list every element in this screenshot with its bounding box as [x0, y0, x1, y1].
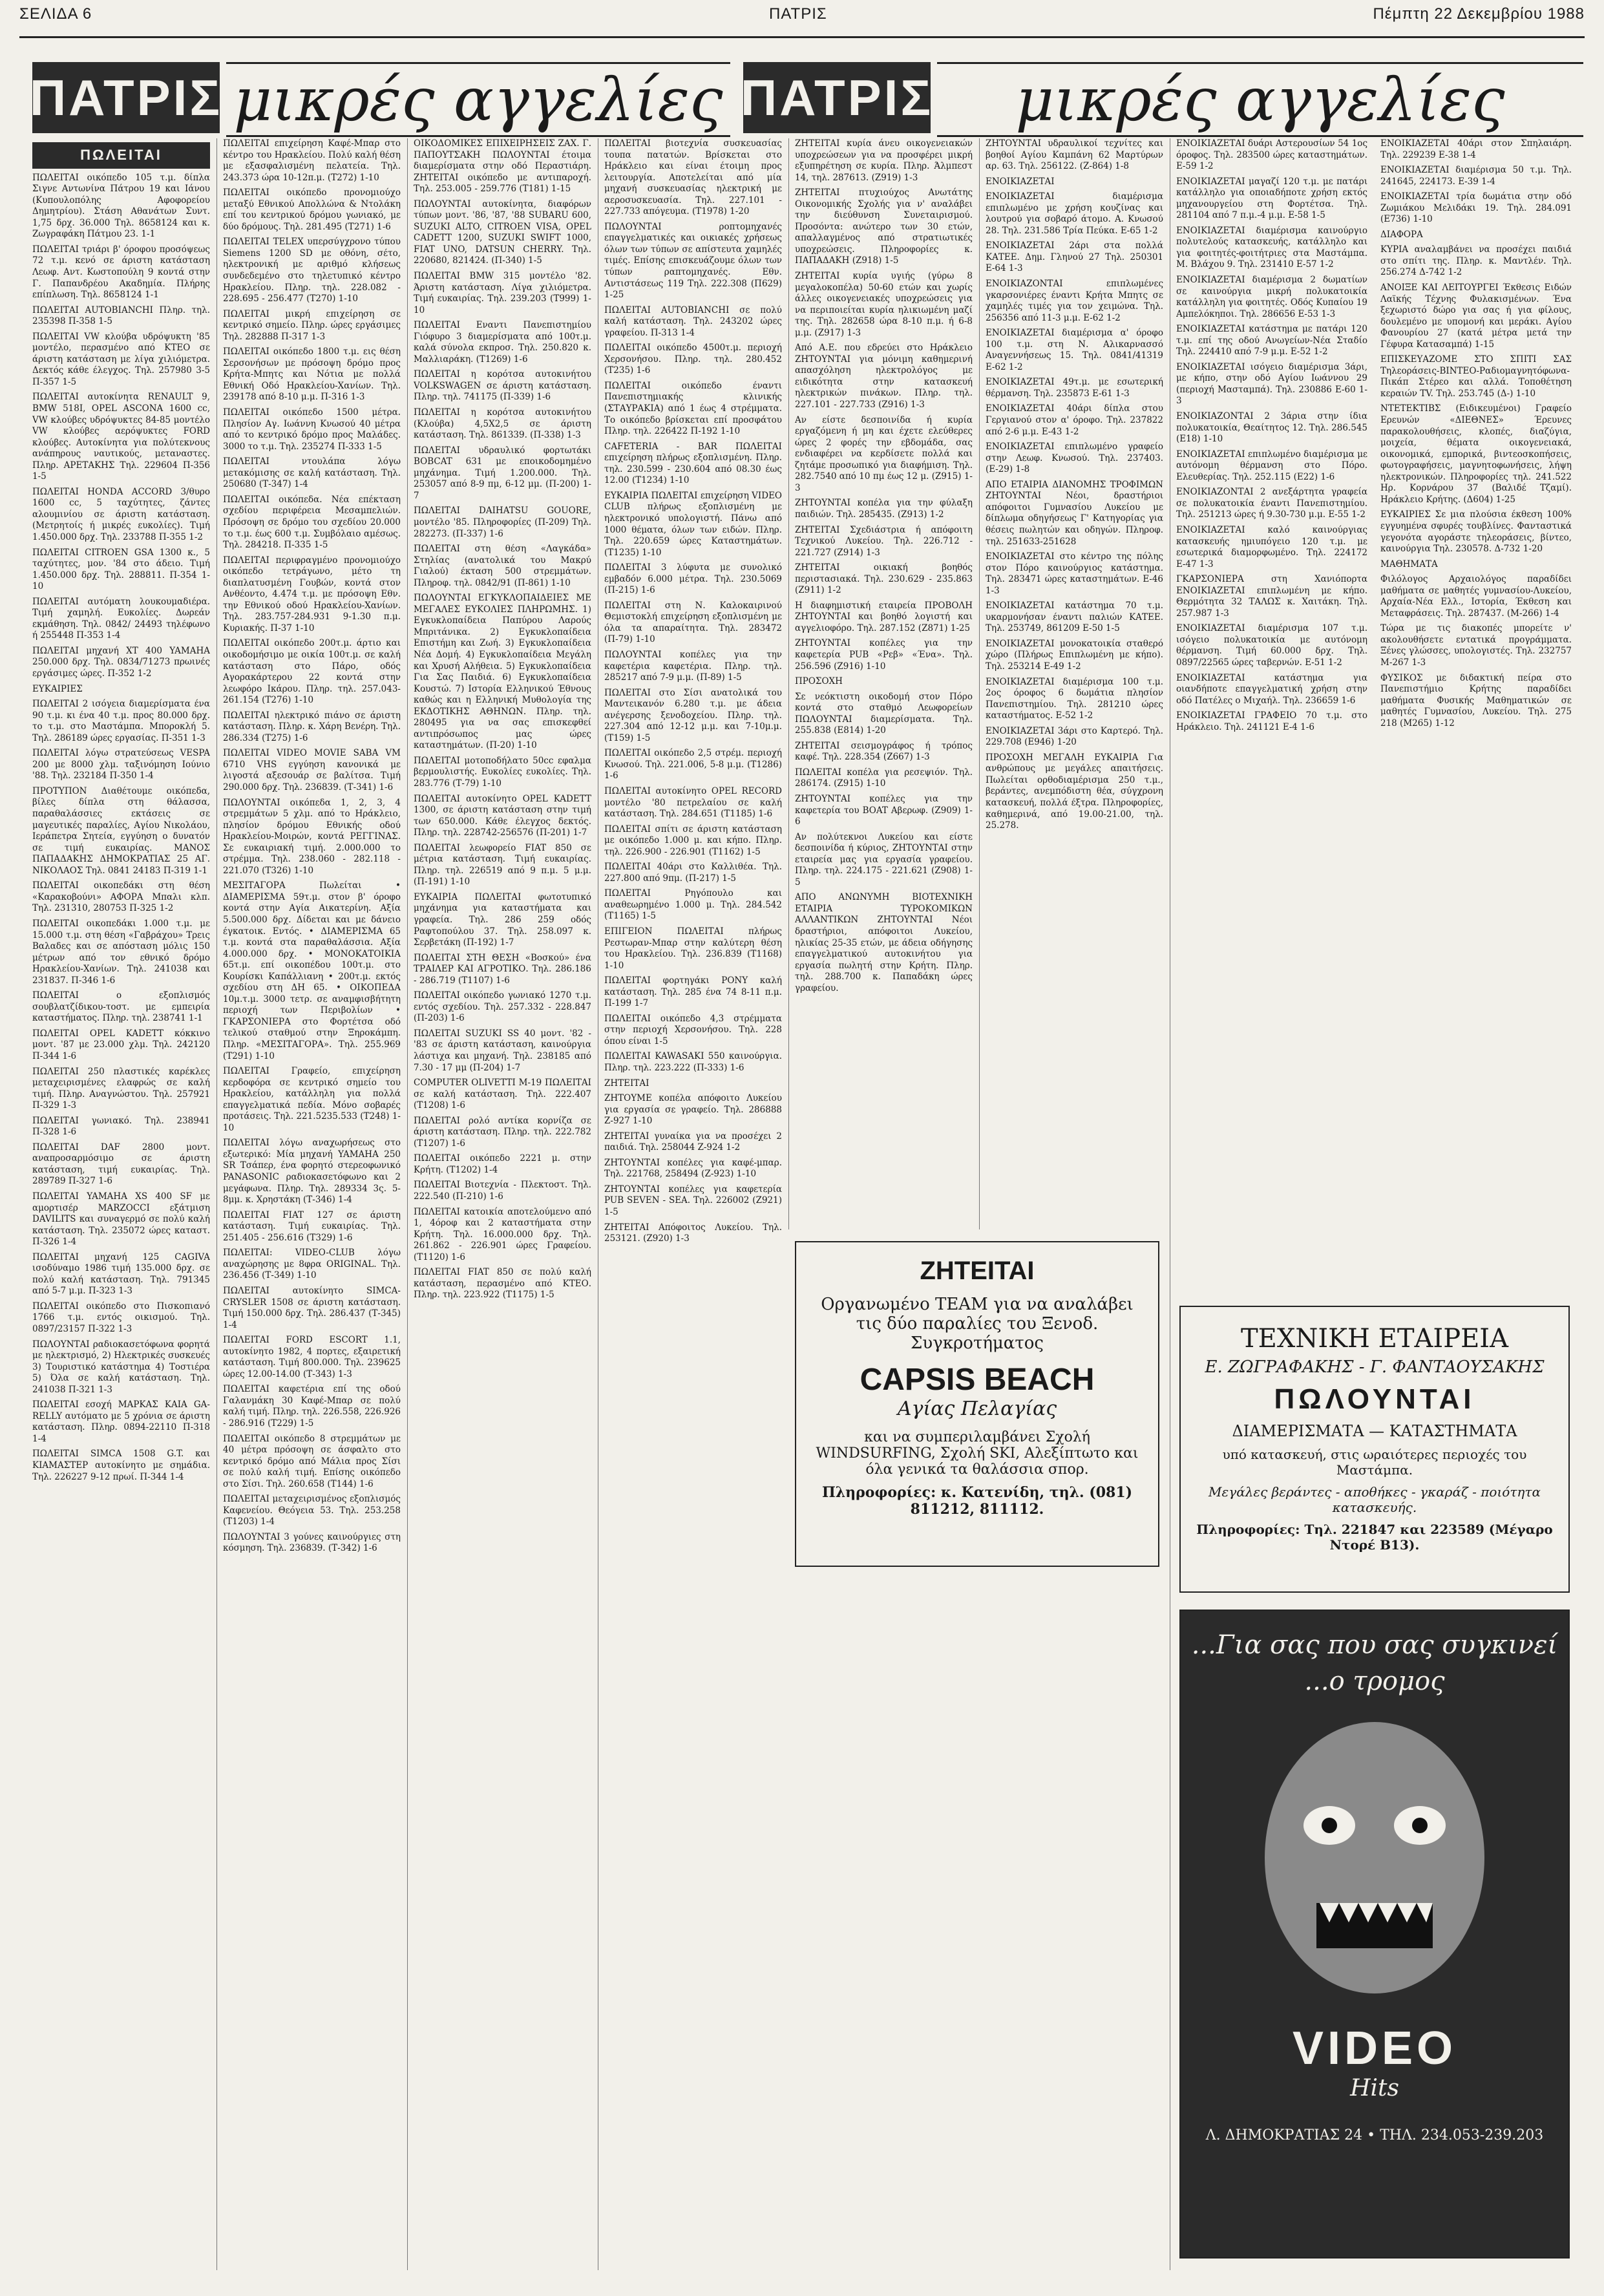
classified-ad: ΖΗΤΕΙΤΑΙ Σχεδιάστρια ή απόφοιτη Τεχνικού Λυκείου. Τηλ. 226.712 - 221.727 (Ζ914) 1-3	[795, 524, 973, 558]
classified-ad: ΠΩΛΕΙΤΑΙ αυτοκίνητα RENAULT 9, BMW 518I, OPEL ASCONA 1600 cc, VW κλούβες υδρόψυκτες 84-85 μοντέλο VW κλούβες αερόψυκτες FORD κλούβες. Αυτοκίνητα για πολύτεκνους ανάπηρους ναυτικούς, μεταναστες. Πληρ. ΑΡΕΤΑΚΗΣ Τηλ. 229604 Π-356 1-5	[32, 392, 210, 482]
classified-ad: ΖΗΤΕΙΤΑΙ πτυχιούχος Ανωτάτης Οικονομικής Σχολής για ν' αναλάβει την διεύθυνση Συνεταιρισμού. Προσόντα: ανώτερο των 30 ετών, απαλλαγμένος από στρατιωτικές υποχρεώσεις. Πληροφορίες κ. ΠΑΠΑΔΑΚΗ (Ζ918) 1-5	[795, 187, 973, 266]
classified-ad: ΠΩΛΕΙΤΑΙ φορτηγάκι PONY καλή κατάσταση. Τηλ. 285 ένα 74 8-11 π.μ. Π-199 1-7	[604, 975, 782, 1009]
classified-ad: ΠΩΛΕΙΤΑΙ CITROEN GSA 1300 κ., 5 ταχύτητες, μον. '84 στο άδειο. Τιμή 1.450.000 δρχ. Τηλ. 288811. Π-354 1-10	[32, 547, 210, 592]
classified-ad: CAFETERIA - BAR ΠΩΛΕΙΤΑΙ επιχείρηση πλήρως εξοπλισμένη. Πληρ. τηλ. 230.599 - 230.604 από 08.30 έως 12.00 (Τ1234) 1-10	[604, 441, 782, 486]
classified-ad: ΕΝΟΙΚΙΑΖΕΤΑΙ 49τ.μ. με εσωτερική θέρμανση. Τηλ. 235873 Ε-61 1-3	[986, 377, 1163, 399]
classified-ad: ΕΝΟΙΚΙΑΖΕΤΑΙ 40άρι στον Σπηλαιάρη. Τηλ. 229239 Ε-38 1-4	[1380, 138, 1572, 160]
classified-ad: ΠΩΛΕΙΤΑΙ VIDEO MOVIE SABA VM 6710 VHS εγγύηση κανονικά με λιγοστά αξεσουάρ σε βαλίτσα. Τιμή 290.000 δρχ. Τηλ. 236839. (Τ-341) 1-6	[223, 748, 401, 792]
classified-ad: ΕΝΟΙΚΙΑΖΕΤΑΙ ΓΡΑΦΕΙΟ 70 τ.μ. στο Ηράκλειο. Τηλ. 241121 Ε-4 1-6	[1176, 710, 1367, 732]
classified-ad: ΠΩΛΕΙΤΑΙ DAF 2800 μοντ. αναπροσαρμόσιμο σε άριστη κατάσταση, τιμή ευκαιρίας. Τηλ. 289789 Π-327 1-6	[32, 1142, 210, 1187]
ads-list	[795, 138, 973, 994]
classified-ad: ΠΩΛΕΙΤΑΙ η κορότσα αυτοκινήτου VOLKSWAGEN σε άριστη κατάσταση. Πληρ. τηλ. 741175 (Π-339) 1-6	[414, 369, 591, 403]
issue-date: Πέμπτη 22 Δεκεμβρίου 1988	[1373, 5, 1585, 23]
column-3	[414, 138, 591, 2270]
column-divider	[216, 138, 217, 2270]
classified-ad: ΠΩΛΕΙΤΑΙ οικόπεδο 1500 μέτρα. Πλησίον Αγ. Ιωάννη Κνωσού 40 μέτρα από το κεντρικό δρόμο προς Μαλάδες. 3000 το τ.μ. Τηλ. 235274 Π-333 1-5	[223, 407, 401, 452]
section-head-poleitai: ΠΩΛΕΙΤΑΙ	[32, 142, 210, 169]
classified-ad: ΠΩΛΕΙΤΑΙ οικόπεδο προνομιούχο μεταξύ Εθνικού Απολλώνα & Ντολάκη επί του κεντρικού δρόμου γωνιακό, με δύο δρόμους. Τηλ. 281.495 (Τ271) 1-6	[223, 187, 401, 232]
classified-ad: ΕΝΟΙΚΙΑΖΕΤΑΙ διαμέρισμα 107 τ.μ. ισόγειο πολυκατοικία με αυτόνομη θέρμανση. Τιμή 60.000 δρχ. Τηλ. 0897/22565 ώρες ταβερνών. Ε-51 1-2	[1176, 623, 1367, 668]
classified-ad: ΠΩΛΕΙΤΑΙ μεταχειρισμένος εξοπλισμός Καφενείου. Θεόγεια 53. Τηλ. 253.258 (Τ1203) 1-4	[223, 1494, 401, 1527]
classified-ad: ΖΗΤΕΙΤΑΙ Απόφοιτος Λυκείου. Τηλ. 253121. (Ζ920) 1-3	[604, 1222, 782, 1244]
classified-ad: ΕΥΚΑΙΡΙΑ ΠΩΛΕΙΤΑΙ επιχείρηση VIDEO CLUB πλήρως εξοπλισμένη με ηλεκτρονικό υπολογιστή. Πάνω από 1000 θέματα, όλων των ειδών. Πληρ. Τηλ. 220.659 ώρες Καταστημάτων. (Τ1235) 1-10	[604, 490, 782, 558]
classified-ad: ΠΩΛΕΙΤΑΙ οικόπεδο 105 τ.μ. δίπλα Σιγνε Αντωνίνα Πάτρου 19 και Ιάνου (Κυπουλοπόλης Αφοφορείου Δημητρίου). Στάση Αθανάτων Συντ. 1,75 δρχ. 36.000 Τηλ. 8658124 και κ. Ζωγραφάκη Πάτμου 23. 1-1	[32, 172, 210, 240]
classified-ad: ΠΩΛΕΙΤΑΙ: VIDEO-CLUB λόγω αναχώρησης με 8φρα ORIGINAL. Τηλ. 236.456 (Τ-349) 1-10	[223, 1248, 401, 1281]
classified-ad: ΠΩΛΟΥΝΤΑΙ οικόπεδα 1, 2, 3, 4 στρεμμάτων 5 χλμ. από το Ηράκλειο, πλησίον δρόμου Εθνικής οδού Ηρακλείου-Μοιρών, κοντά ΡΕΓΓΙΝΑΣ. Σε ευκαιριακή τιμή. 2.000.000 το στρέμμα. Τηλ. 238.060 - 282.118 - 221.070 (Τ326) 1-10	[223, 797, 401, 876]
classified-ad: ΠΩΛΕΙΤΑΙ οικόπεδο γωνιακό 1270 τ.μ. εντός σχεδίου. Τηλ. 257.332 - 228.847 (Π-203) 1-6	[414, 990, 591, 1024]
classified-ad: ΠΩΛΕΙΤΑΙ κατοικία αποτελούμενο από 1, 4όροφ και 2 καταστήματα στην Κρήτη. Τηλ. 16.000.000 δρχ. Τηλ. 261.862 - 226.901 ώρες Γραφείου. (Τ1120) 1-6	[414, 1206, 591, 1262]
classified-ad: Τώρα με τις διακοπές μπορείτε ν' ακολουθήσετε εντατικά προγράμματα. Ξένες γλώσσες, υπολογιστές. Τηλ. 232757 Μ-267 1-3	[1380, 623, 1572, 668]
classified-ad: ΠΩΛΕΙΤΑΙ SIMCA 1508 G.T. και ΚΙΑΜΑΣΤΕΡ αυτοκίνητο με σημάδια. Τηλ. 226227 9-12 πρωί. Π-344 1-4	[32, 1449, 210, 1482]
classified-ad: ΠΩΛΕΙΤΑΙ οικόπεδο 8 στρεμμάτων με 40 μέτρα πρόσοψη σε άσφαλτο στο κεντρικό δρόμο από Μάλια προς Σίσι σε πολύ καλή τιμή. Επίσης οικόπεδο στο Σίσι. Τηλ. 260.658 (Τ144) 1-6	[223, 1433, 401, 1489]
ads-list	[223, 138, 401, 1555]
brand-logo-right: ΠΑΤΡΙΣ	[743, 62, 931, 133]
classified-ad: ΖΗΤΟΥΝΤΑΙ κοπέλες για την καφετερία του BOAT Αβερωφ. (Ζ909) 1-6	[795, 793, 973, 827]
classified-ad: ΕΝΟΙΚΙΑΖΕΤΑΙ δυάρι Αστερουσίων 54 1ος όροφος. Τηλ. 283500 ώρες καταστημάτων. Ε-59 1-2	[1176, 138, 1367, 172]
classified-ad: ΠΩΛΟΥΝΤΑΙ κοπέλες για την καφετέρια καφετέρια. Πληρ. τηλ. 285217 από 7-9 μ.μ. (Π-89) 1-5	[604, 649, 782, 683]
classified-ad: ΠΩΛΕΙΤΑΙ αυτόματη λουκουμαδιέρα. Τιμή χαμηλή. Ευκολίες. Δωρεάν εκμάθηση. Τηλ. 0842/ 24493 τηλέφωνο ή 255448 Π-353 1-4	[32, 596, 210, 641]
classified-ad: Από Α.Ε. που εδρεύει στο Ηράκλειο ΖΗΤΟΥΝΤΑΙ για μόνιμη καθημερινή απασχόληση ηλεκτρολόγος με ειδικότητα στην κατασκευή ηλεκτρικών πινάκων. Πληρ. τηλ. 227.101 - 227.733 (Ζ916) 1-3	[795, 343, 973, 410]
classified-ad: ΠΩΛΕΙΤΑΙ 40άρι στο Καλλιθέα. Τηλ. 227.800 από 9πμ. (Π-217) 1-5	[604, 862, 782, 884]
classified-ad: ΠΩΛΕΙΤΑΙ αυτοκίνητο OPEL RECORD μοντέλο '80 πετρελαίου σε καλή κατάσταση. Τηλ. 284.651 (Τ1185) 1-6	[604, 785, 782, 820]
column-2	[223, 138, 401, 2270]
classified-ad: ΠΩΛΕΙΤΑΙ λεωφορείο FIAT 850 σε μέτρια κατάσταση. Τιμή ευκαιρίας. Πληρ. τηλ. 226519 από 9 π.μ. 5 μ.μ. (Π-191) 1-10	[414, 842, 591, 888]
classified-ad: ΠΩΛΕΙΤΑΙ BMW 315 μοντέλο '82. Άριστη κατάσταση. Λίγα χιλιόμετρα. Τιμή ευκαιρίας. Τηλ. 239.203 (Τ999) 1-10	[414, 271, 591, 315]
classified-ad: ΕΥΚΑΙΡΙΕΣ Σε μια πλούσια έκθεση 100% εγγυημένα σφυρές τουβλίνες. Φανταστικά γεγονότα αγοράστε τηλεοράσεις, βίντεο, καινούργια Τηλ. 230578. Δ-732 1-20	[1380, 509, 1572, 555]
classified-ad: ΖΗΤΟΥΝΤΑΙ κοπέλες για καφέ-μπαρ. Τηλ. 221768, 258494 (Ζ-923) 1-10	[604, 1157, 782, 1180]
classified-ad: ΝΤΕΤΕΚΤΙΒΣ (Ειδικευμένοι) Γραφείο Ερευνών «ΔΙΕΘΝΕΣ» Έρευνες παρακολουθήσεις, κλοπές, διαζύγια, μοιχεία, θέματα οικογενειακά, οικονομικά, εμπορικά, βιντεοσκοπήσεις, φωτογραφήσεις, μαγνητοφωνήσεις, λήψη ηλεκτρονικών. Πληροφορίες τηλ. 241.522 Ηρ. Κορνάρου 37 (Βαλιδέ Τζαμί). Ηράκλειο Κρήτης. (Δ604) 1-25	[1380, 403, 1572, 505]
capsis-beach-ad: ΖΗΤΕΙΤΑΙ Οργανωμένο TEAM για να αναλάβει τις δύο παραλίες του Ξενοδ. Συγκροτήματος CAPSIS BEACH Αγίας Πελαγίας και να συμπεριλαμβάνει Σχολή WINDSURFING, Σχολή SKI, Αλεξίπτωτο και όλα γενικά τα θαλάσσια σπορ. Πληροφορίες: κ. Κατενίδη, τηλ. (081) 811212, 811112.	[795, 1241, 1159, 1567]
classified-ad: ΠΩΛΕΙΤΑΙ ηλεκτρικό πιάνο σε άριστη κατάσταση. Πληρ. κ. Χάρη Βενέρη. Τηλ. 286.334 (Τ275) 1-6	[223, 710, 401, 743]
classified-ad: ΖΗΤΕΙΤΑΙ γυναίκα για να προσέχει 2 παιδιά. Τηλ. 258044 Ζ-924 1-2	[604, 1131, 782, 1153]
classified-ad: ΖΗΤΟΥΝΤΑΙ κοπέλες για την καφετερία PUB «Ρεβ» «Ένα». Τηλ. 256.596 (Ζ916) 1-10	[795, 638, 973, 672]
header-rule	[19, 36, 1585, 38]
classified-ad: ΠΩΛΕΙΤΑΙ Εναντι Πανεπιστημίου Γιόφυρο 3 διαμερίσματα από 100τ.μ. καλά σύνολα εκπροσ. Τηλ. 250.820 κ. Μαλλιαράκη. (Τ1269) 1-6	[414, 320, 591, 365]
classified-ad: ΠΩΛΕΙΤΑΙ ρολό αντίκα κορνίζα σε άριστη κατάσταση. Πληρ. τηλ. 222.782 (Τ1207) 1-6	[414, 1115, 591, 1149]
classified-ad: ΕΝΟΙΚΙΑΖΟΝΤΑΙ επιπλωμένες γκαρσονιέρες έναντι Κρήτα Μπητς σε χαμηλές τιμές για τον χειμώνα. Τηλ. 256356 από 11-3 μ.μ. Ε-62 1-2	[986, 279, 1163, 323]
classified-ad: ΠΩΛΕΙΤΑΙ Ρηγόπουλο και αναθεωρημένο 1.000 μ. Τηλ. 284.542 (Τ1165) 1-5	[604, 888, 782, 922]
classified-ad: ΠΩΛΕΙΤΑΙ οικόπεδο 2221 μ. στην Κρήτη. (Τ1202) 1-4	[414, 1153, 591, 1175]
classified-ad: ΠΩΛΕΙΤΑΙ FIAT 850 σε πολύ καλή κατάσταση, περασμένο από ΚΤΕΟ. Πληρ. τηλ. 223.922 (Τ1175) 1-5	[414, 1267, 591, 1301]
classified-ad: ΕΝΟΙΚΙΑΖΕΤΑΙ κατάστημα 70 τ.μ. υκαρμονήσαν έναντι παλιών ΚΑΤΕΕ. Τηλ. 253749, 861209 Ε-50 1-5	[986, 601, 1163, 634]
classified-ad: ΕΝΟΙΚΙΑΖΕΤΑΙ κατάστημα με πατάρι 120 τ.μ. επί της οδού Ανωγείων-Νέα Σταδίο Τηλ. 224410 από 7-9 μ.μ. Ε-52 1-2	[1176, 324, 1367, 357]
classified-ad: ΕΝΟΙΚΙΑΖΟΝΤΑΙ 2 3άρια στην ίδια πολυκατοικία, Θεαίτητος 12. Τηλ. 286.545 (Ε18) 1-10	[1176, 411, 1367, 445]
classified-ad: ΠΩΛΕΙΤΑΙ τριάρι β' όροφου προσόψεως 72 τ.μ. κενό σε άριστη κατάσταση Λεωφ. Αντ. Κωστοπούλη 9 κοντά στην Γ. Παπανδρέου Ακαδημία. Πλήρης επίπλωση. Τηλ. 8658124 1-1	[32, 244, 210, 301]
ads-list	[604, 138, 782, 1245]
classified-ad: ΠΩΛΕΙΤΑΙ μοτοποδήλατο 50cc εφαλμα βερμουλιστής. Ευκολίες ευκολίες. Τηλ. 283.776 (Τ-79) 1-10	[414, 755, 591, 789]
classified-ad: ΠΩΛΕΙΤΑΙ SUZUKI SS 40 μοντ. '82 - '83 σε άριστη κατάσταση, καινούργια λάστιχα και μηχανή. Τηλ. 238185 από 7.30 - 17 μμ (Π-204) 1-7	[414, 1028, 591, 1073]
classified-ad: Αν είστε δεσποινίδα ή κυρία εργαζόμενη ή μη και έχετε ελεύθερες ώρες 2 φορές την εβδομάδα, σας ενδιαφέρει να κερδίσετε πολλά και ζητάμε προσωπικό για διαφήμιση. Τηλ. 282.7540 από 10 πμ έως 12 μ. (Ζ915) 1-3	[795, 414, 973, 493]
section-title-left: μικρές αγγελίες	[226, 62, 730, 137]
classified-ad: ΠΩΛΕΙΤΑΙ σπίτι σε άριστη κατάσταση με οικόπεδο 1.000 μ. και κήπο. Πληρ. τηλ. 226.900 - 226.901 (Τ1162) 1-5	[604, 824, 782, 857]
ads-list	[1176, 138, 1572, 1302]
classified-ad: ΠΩΛΕΙΤΑΙ καφετέρια επί της οδού Γαλανμάκη 30 Καφέ-Μπαρ σε πολύ καλή τιμή. Πληρ. τηλ. 226.558, 226.926 - 286.916 (Τ229) 1-5	[223, 1384, 401, 1429]
classified-ad: ΠΩΛΟΥΝΤΑΙ 3 γούνες καινούργιες στη κόσμηση. Τηλ. 236839. (Τ-342) 1-6	[223, 1531, 401, 1554]
classified-ad: ΕΝΟΙΚΙΑΖΕΤΑΙ μονοκατοικία σταθερό χώρο (Πλήρως Επιπλωμένη με κήπο). Τηλ. 253214 Ε-49 1-2	[986, 638, 1163, 672]
classified-ad: ΕΝΟΙΚΙΑΖΕΤΑΙ στο κέντρο της πόλης στον Πόρο καινούργιος κατάστημα. Τηλ. 283471 ώρες καταστημάτων. Ε-46 1-3	[986, 551, 1163, 596]
classified-ad: ΕΝΟΙΚΙΑΖΕΤΑΙ διαμέρισμα καινούργιο πολυτελούς κατασκευής, κατάλληλο και για φοιτητές-φοιτήτριες στα Μαστάμπα. Μ. Βλάχου 9. Τηλ. 231410 Ε-57 1-2	[1176, 225, 1367, 270]
classified-ad: ΕΝΟΙΚΙΑΖΕΤΑΙ	[986, 176, 1055, 187]
ads-list	[32, 173, 210, 1483]
classified-ad: ΠΩΛΕΙΤΑΙ οικόπεδο 2,5 στρέμ. περιοχή Κνωσού. Τηλ. 221.006, 5-8 μ.μ. (Τ1286) 1-6	[604, 748, 782, 781]
classified-ad: ΖΗΤΟΥΜΕ κοπέλα απόφοιτο Λυκείου για εργασία σε γραφείο. Τηλ. 286888 Ζ-927 1-10	[604, 1093, 782, 1127]
classified-ad: ΠΡΟΣΟΧΗ ΜΕΓΑΛΗ ΕΥΚΑΙΡΙΑ Για ανθρώπους με μεγάλες απαιτήσεις. Πωλείται ορθοδιαμέρισμα 250 τ.μ., βεράντες, ανεμπόδιστη θέα, σύγχρονη κατασκευή, πολλά έξτρα. Πληροφορίες, καθημερινά, από 19.00-21.00, τηλ. 25.278.	[986, 752, 1163, 831]
classified-ad: ΠΩΛΕΙΤΑΙ στο Σίσι ανατολικά του Μαντεικανόν 6.280 τ.μ. με άδεια ανέγερσης ξενοδοχείου. Πληρ. τηλ. 227.304 από 12-12 μ.μ. και 7-10μ.μ. (Τ159) 1-5	[604, 687, 782, 743]
classified-ad: ΠΩΛΕΙΤΑΙ εσοχή ΜΑΡΚΑΣ ΚΑΙΑ GA-RELLY αυτόματο με 5 χρόνια σε άριστη κατάσταση. Πληρ. 0894-22110 Π-318 1-4	[32, 1399, 210, 1444]
classified-ad: ΕΝΟΙΚΙΑΖΕΤΑΙ ισόγειο διαμέρισμα 3άρι, με κήπο, στην οδό Αγίου Ιωάννου 29 (περιοχή Μασταμπά). Τηλ. 230886 Ε-60 1-3	[1176, 361, 1367, 407]
classified-ad: ΜΕΣΙΤΑΓΟΡΑ Πωλείται • ΔΙΑΜΕΡΙΣΜΑ 59τ.μ. στον β' όροφο κοντά στην Αγία Αικατερίνη. Αξία 5.500.000 δρχ. Δίδεται και με δάνειο έγκατοικ. Εντός. • ΔΙΑΜΕΡΙΣΜΑ 65 τ.μ. κοντά στα παραθαλάσσια. Αξία 4.000.000 δρχ. • ΜΟΝΟΚΑΤΟΙΚΙΑ 65τ.μ. επί οικοπέδου 100τ.μ. στο Κουρίσκι Καπάλλιανη • 200τ.μ. εκτός σχεδίου στη ΔΗ 65. • ΟΙΚΟΠΕΔΑ 10μ.τ.μ. 3000 τετρ. σε αναμφισβήτητη περιοχή των Περιβολίων • ΓΚΑΡΣΟΝΙΕΡΑ στο Φορτέτσα οδό τελικού σταθμού στην Ξηροκάμπη. Πληρ. «ΜΕΣΙΤΑΓΟΡΑ». Τηλ. 255.969 (Τ291) 1-10	[223, 880, 401, 1061]
classified-ad: ΕΝΟΙΚΙΑΖΕΤΑΙ επιπλωμένο γραφείο στην Λεωφ. Κνωσού. Τηλ. 237403. (Ε-29) 1-8	[986, 441, 1163, 475]
classified-ad: ΠΩΛΕΙΤΑΙ 250 πλαστικές καρέκλες μεταχειρισμένες ελαφρώς σε καλή τιμή. Πληρ. Αναγνώστου. Τηλ. 257921 Π-329 1-3	[32, 1066, 210, 1111]
classified-ad: ΕΝΟΙΚΙΑΖΕΤΑΙ κατάστημα για οιανδήποτε επαγγελματική χρήση στην οδό Πατέλες ο Μιχαήλ. Τηλ. 236659 1-6	[1176, 672, 1367, 706]
classified-ad: ΠΡΟΤΥΠΟΝ Διαθέτουμε οικόπεδα, βίλες δίπλα στη θάλασσα, παραθαλάσσιες εκτάσεις σε μαγευτικές παραλίες, Αγίου Νικολάου, Ιεράπετρα Σητεία, εγγύηση ο δυνατόν σε τιμή ευκαιρίας. ΜΑΝΟΣ ΠΑΠΑΔΑΚΗΣ ΔΗΜΟΚΡΑΤΙΑΣ 25 ΑΓ. ΝΙΚΟΛΑΟΣ Τηλ. 0841 24183 Π-319 1-1	[32, 785, 210, 876]
classified-ad: ΠΩΛΟΥΝΤΑΙ ΕΓΚΥΚΛΟΠΑΙΔΕΙΕΣ ΜΕ ΜΕΓΑΛΕΣ ΕΥΚΟΛΙΕΣ ΠΛΗΡΩΜΗΣ. 1) Εγκυκλοπαίδεια Παπύρου Λαρούς Μπριτάνικα. 2) Εγκυκλοπαίδεια Επιστήμη και Ζωή. 3) Εγκυκλοπαίδεια Νέα Δομή. 4) Εγκυκλοπαίδεια Μεγάλη και Χρυσή Αλήθεια. 5) Εγκυκλοπαίδεια Για Σας Παιδιά. 6) Εγκυκλοπαίδεια Κουστώ. 7) Ιστορία Ελληνικού Έθνους καθώς και η Ελληνική Μυθολογία της ΕΚΔΟΤΙΚΗΣ ΑΘΗΝΩΝ. Πληρ. τηλ. 280495 για να σας επισκεφθεί αντιπρόσωπος μας ώρες καταστημάτων. (Π-20) 1-10	[414, 593, 591, 751]
classified-ad: COMPUTER OLIVETTI M-19 ΠΩΛΕΙΤΑΙ σε καλή κατάσταση. Τηλ. 222.407 (Τ1208) 1-6	[414, 1078, 591, 1111]
classified-ad: ΠΩΛΕΙΤΑΙ αυτοκίνητο OPEL KADETT 1300, σε άριστη κατάσταση στην τιμή των 650.000. Κάθε έλεγχος δεκτός. Πληρ. τηλ. 228742-256576 (Π-201) 1-7	[414, 793, 591, 838]
classified-ad: ΠΩΛΕΙΤΑΙ AUTOBIANCHI Πληρ. τηλ. 235398 Π-358 1-5	[32, 304, 210, 327]
classified-ad: ΠΩΛΕΙΤΑΙ βιοτεχνία συσκευασίας τουπα πατατών. Βρίσκεται στο Ηράκλειο και είναι έτοιμη προς λειτουργία. Αποτελείται από μία μηχανή συσκευασίας ηλεκτρική με αεροσυσκευασία. Τηλ. 227.101 - 227.733 απόγευμα. (Τ1978) 1-20	[604, 138, 782, 217]
classified-ad: ΠΩΛΕΙΤΑΙ οικόπεδο έναντι Πανεπιστημιακής κλινικής (ΣΤΑΥΡΑΚΙΑ) από 1 έως 4 στρέμματα. Το οικόπεδο βρίσκεται επί προσφάτου Πληρ. τηλ. 226422 Π-192 1-10	[604, 380, 782, 437]
classified-ad: ΠΩΛΕΙΤΑΙ DAIHATSU GOUORE, μοντέλο '85. Πληροφορίες (Π-209) Τηλ. 282273. (Π-337) 1-6	[414, 505, 591, 539]
column-divider	[788, 138, 789, 1229]
classified-ad: ΠΩΛΕΙΤΑΙ περιφραγμένο προνομιούχο οικόπεδο τετράγωνο, μέτο τη διαπλατυσμένη Γουβών, κοντά στον Ανθέοντο, 4.474 τ.μ. με πρόσοψη Εθν. την Εθνικού οδού Ηρακλείου-Χανίων. Τηλ. 283.757-284.931 9-1.30 π.μ. Κυριακής. Π-37 1-10	[223, 555, 401, 633]
classified-ad: ΕΝΟΙΚΙΑΖΕΤΑΙ 2άρι στα πολλά ΚΑΤΕΕ. Δημ. Γληνού 27 Τηλ. 250301 Ε-64 1-3	[986, 240, 1163, 274]
classified-ad: ΑΠΟ ΑΝΩΝΥΜΗ ΒΙΟΤΕΧΝΙΚΗ ΕΤΑΙΡΙΑ ΤΥΡΟΚΟΜΙΚΩΝ ΑΛΛΑΝΤΙΚΩΝ ΖΗΤΟΥΝΤΑΙ Νέοι δραστήριοι, απόφοιτοι Λυκείου, ηλικίας 25-35 ετών, με άδεια οδήγησης επαγγελματικού αυτοκινήτου για εργασία πωλητή στην Κρήτη. Πληρ. τηλ. 288.700 κ. Παπαδάκη ώρες γραφείου.	[795, 892, 973, 994]
classified-ad: ΖΗΤΕΙΤΑΙ κυρία υγιής (γύρω 8 μεγαλοκοπέλα) 50-60 ετών και χωρίς άλλες οικογενειακές υποχρεώσεις για να περιποιείται κυρία ηλικιωμένη μαζί της. Τηλ. 282658 ώρα 8-10 π.μ. ή 6-8 μ.μ. (Ζ917) 1-3	[795, 271, 973, 338]
classified-ad: ΠΩΛΕΙΤΑΙ λόγω στρατεύσεως VESPA 200 με 8000 χλμ. ταξινόμηση Ιούνιο '88. Τηλ. 232184 Π-350 1-4	[32, 748, 210, 781]
classified-ad: ΠΩΛΟΥΝΤΑΙ ραδιοκασετόφωνα φορητά με ηλεκτρισμό, 2) Ηλεκτρικές συσκευές 3) Τουριστικό κατάστημα 4) Τοστιέρα 5) Όλα σε καλή κατάσταση. Τηλ. 241038 Π-321 1-3	[32, 1339, 210, 1395]
classified-ad: Αν πολύτεκνοι Λυκείου και είστε δεσποινίδα ή κύριος, ΖΗΤΟΥΝΤΑΙ στην εταιρεία μας για εργασία γραφείου. Πληρ. τηλ. 224.175 - 221.621 (Ζ908) 1-5	[795, 831, 973, 888]
classified-ad: ΠΡΟΣΟΧΗ	[795, 676, 843, 687]
classified-ad: ΟΙΚΟΔΟΜΙΚΕΣ ΕΠΙΧΕΙΡΗΣΕΙΣ ΖΑΧ. Γ. ΠΑΠΟΥΤΣΑΚΗ ΠΩΛΟΥΝΤΑΙ έτοιμα διαμερίσματα στην οδό Περαστιάρη. ΖΗΤΕΙΤΑΙ οικόπεδο με αντιπαροχή. Τηλ. 253.005 - 259.776 (Τ181) 1-15	[414, 138, 591, 195]
classified-ad: ΠΩΛΕΙΤΑΙ οικόπεδο 4500τ.μ. περιοχή Χερσονήσου. Πληρ. τηλ. 280.452 (Τ235) 1-6	[604, 343, 782, 376]
classified-ad: ΕΝΟΙΚΙΑΖΕΤΑΙ επιπλωμένο διαμέρισμα με αυτόνομη θέρμανση στο Πόρο. Ελευθερίας. Τηλ. 252.115 (Ε22) 1-6	[1176, 449, 1367, 482]
classified-ad: ΜΑΘΗΜΑΤΑ	[1380, 558, 1438, 569]
classified-ad: ΦΥΣΙΚΟΣ με διδακτική πείρα στο Πανεπιστήμιο Κρήτης παραδίδει μαθήματα Φυσικής Μαθηματικών σε μαθητές Γυμνασίου, Λυκείου. Τηλ. 275 218 (Μ265) 1-12	[1380, 672, 1572, 728]
classified-ad: ΠΩΛΕΙΤΑΙ οικόπεδα. Νέα επέκταση σχεδίου περιφέρεια Μεσαμπελιών. Πρόσοψη σε δρόμο του σχεδίου 20.000 το τ.μ. έως 600 τ.μ. Συμβόλαιο αμέσως. Τηλ. 284218. Π-335 1-5	[223, 494, 401, 551]
newspaper-name: ΠΑΤΡΙΣ	[769, 5, 827, 23]
classified-ad: ΔΙΑΦΟΡΑ	[1380, 229, 1423, 240]
classified-ad: ΕΥΚΑΙΡΙΑ ΠΩΛΕΙΤΑΙ φωτοτυπικό μηχάνημα για καταστήματα και γραφεία. Τηλ. 286 259 οδός Ραφτοπούλου 37. Τηλ. 258.097 κ. Σερβετάκη (Π-192) 1-7	[414, 891, 591, 948]
classified-ad: ΕΝΟΙΚΙΑΖΕΤΑΙ διαμέρισμα α' όροφο 100 τ.μ. στη Ν. Αλικαρνασσό Αναγεννήσεως 15. Τηλ. 0841/41319 Ε-62 1-2	[986, 328, 1163, 372]
classified-ad: ΠΩΛΕΙΤΑΙ FIAT 127 σε άριστη κατάσταση. Τιμή ευκαιρίας. Τηλ. 251.405 - 256.616 (Τ329) 1-6	[223, 1209, 401, 1243]
classified-ad: ΖΗΤΟΥΝΤΑΙ κοπέλα για την φύλαξη παιδιών. Τηλ. 285435. (Ζ913) 1-2	[795, 498, 973, 520]
classified-ad: ΕΝΟΙΚΙΑΖΕΤΑΙ διαμέρισμα 2 δωματίων σε καινούργια μικρή πολυκατοικία κατάλληλη για φοιτητές. Οδός Κυπαίου 19 Αμπελόκηποι. Τηλ. 286656 Ε-53 1-3	[1176, 275, 1367, 319]
classified-ad: ΠΩΛΕΙΤΑΙ λόγω αναχωρήσεως στο εξωτερικό: Μία μηχανή YAMAHA 250 SR Τσάπερ, ένα φορητό στερεοφωνικό PANASONIC ραδιοκασετόφωνο και 2 μεγάφωνα. Πληρ. Τηλ. 289334 3ς. 5-8μμ. κ. Χρηστάκη (Τ-346) 1-4	[223, 1138, 401, 1206]
techniki-etaireia-ad: ΤΕΧΝΙΚΗ ΕΤΑΙΡΕΙΑ Ε. ΖΩΓΡΑΦΑΚΗΣ - Γ. ΦΑΝΤΑΟΥΣΑΚΗΣ ΠΩΛΟΥΝΤΑΙ ΔΙΑΜΕΡΙΣΜΑΤΑ — ΚΑΤΑΣΤΗΜΑΤΑ υπό κατασκευή, στις ωραιότερες περιοχές του Μαστάμπα. Μεγάλες βεράντες - αποθήκες - γκαράζ - ποιότητα κατασκευής. Πληροφορίες: Τηλ. 221847 και 223589 (Μέγαρο Ντορέ Β13).	[1179, 1306, 1570, 1593]
classified-ad: ΠΩΛΕΙΤΑΙ υδραυλικό φορτωτάκι BOBCAT 631 με εποικοδομημένο μηχάνημα. Τιμή 1.200.000. Τηλ. 253057 από 8-9 πμ, 6-12 μμ. (Π-200) 1-7	[414, 445, 591, 501]
classified-ad: Σε νεόκτιστη οικοδομή στον Πόρο κοντά στο σταθμό Λεωφορείων ΠΩΛΟΥΝΤΑΙ διαμερίσματα. Τηλ. 255.838 (Ε814) 1-20	[795, 691, 973, 736]
classified-ad: ΠΩΛΕΙΤΑΙ αυτοκίνητο SIMCA-CRYSLER 1508 σε άριστη κατάσταση. Τιμή 150.000 δρχ. Τηλ. 286.437 (Τ-345) 1-4	[223, 1285, 401, 1330]
column-4	[604, 138, 782, 2270]
classified-ad: ΖΗΤΟΥΝΤΑΙ κοπέλες για καφετερία PUB SEVEN - SEA. Τηλ. 226002 (Ζ921) 1-5	[604, 1184, 782, 1218]
classified-ad: ΖΗΤΕΙΤΑΙ κυρία άνευ οικογενειακών υποχρεώσεων για να προσφέρει μικρή εξυπηρέτηση σε κυρία. Πληρ. Άλμπεστ 14, τηλ. 287613. (Ζ919) 1-3	[795, 138, 973, 183]
classified-ad: ΠΩΛΟΥΝΤΑΙ αυτοκίνητα, διαφόρων τύπων μοντ. '86, '87, '88 SUBARU 600, SUZUKI ALTO, CITROEN VISA, OPEL CADETT 1200, SUZUKI SWIFT 1000, FIAT UNO, DATSUN CHERRY. Τηλ. 220680, 821424. (Π-340) 1-5	[414, 198, 591, 266]
classified-ad: ΠΩΛΕΙΤΑΙ οικοπεδάκι στη θέση «Καρακοβούνι» ΑΦΟΡΑ Μπαλι κλπ. Τηλ. 231310, 280753 Π-325 1-2	[32, 880, 210, 914]
section-title-right: μικρές αγγελίες	[937, 62, 1583, 137]
classified-ad: ΚΥΡΙΑ αναλαμβάνει να προσέχει παιδιά στο σπίτι της. Πληρ. κ. Μαντλέν. Τηλ. 256.274 Δ-742 1-2	[1380, 244, 1572, 278]
classified-ad: ΠΩΛΕΙΤΑΙ μικρή επιχείρηση σε κεντρικό σημείο. Πληρ. ώρες εργάσιμες Τηλ. 282888 Π-317 1-3	[223, 308, 401, 342]
classified-ad: ΠΩΛΕΙΤΑΙ YAMAHA XS 400 SF με αμορτισέρ MARZOCCI εξάτμιση DAVILITS και συναγερμό σε πολύ καλή κατάσταση. Τηλ. 235072 ώρες καταστ. Π-326 1-4	[32, 1191, 210, 1248]
classified-ad: ΠΩΛΕΙΤΑΙ επιχείρηση Καφέ-Μπαρ στο κέντρο του Ηρακλείου. Πολύ καλή θέση με εξασφαλισμένη πελατεία. Τηλ. 243.373 ώρα 10-12π.μ. (Τ272) 1-10	[223, 138, 401, 183]
classified-ad: ΠΩΛΕΙΤΑΙ ΣΤΗ ΘΕΣΗ «Βοσκού» ένα ΤΡΑΙΛΕΡ ΚΑΙ ΑΓΡΟΤΙΚΟ. Τηλ. 286.186 - 286.719 (Τ1107) 1-6	[414, 952, 591, 986]
video-hits-ad: ...Για σας που σας συγκινεί ...ο τρομος VIDEO Hits Λ. ΔΗΜΟΚΡΑΤΙΑΣ 24 • ΤΗΛ. 234.053-239.203	[1179, 1610, 1570, 2259]
classified-ad: ΠΩΛΕΙΤΑΙ οικόπεδο 4,3 στρέμματα στην περιοχή Χερσονήσου. Τηλ. 228 όπου είναι 1-5	[604, 1013, 782, 1047]
classified-ad: ΠΩΛΟΥΝΤΑΙ ροπτομηχανές επαγγελματικές και οικιακές χρήσεως όλων των τύπων σε απίστευτα χαμηλές τιμές. Επίσης επισκευάζουμε όλων των τύπων ραπτομηχανές. Εθν. Αντιστάσεως 119 Τηλ. 222.308 (Π629) 1-25	[604, 221, 782, 301]
classified-ad: ΠΩΛΕΙΤΑΙ η κορότσα αυτοκινήτου (Κλούβα) 4,5Χ2,5 σε άριστη κατάσταση. Τηλ. 861339. (Π-338) 1-3	[414, 407, 591, 441]
classified-ad: ΠΩΛΕΙΤΑΙ OPEL KADETT κόκκινο μοντ. '87 με 23.000 χλμ. Τηλ. 242120 Π-344 1-6	[32, 1028, 210, 1061]
classified-ad: ΖΗΤΕΙΤΑΙ	[604, 1078, 649, 1089]
classified-ad: ΠΩΛΕΙΤΑΙ Γραφείο, επιχείρηση κερδοφόρα σε κεντρικό σημείο του Ηρακλείου, κατάλληλη για πολλά επαγγελματικά πεδία. Μόνο σοβαρές προτάσεις. Τηλ. 221.5235.533 (Τ248) 1-10	[223, 1066, 401, 1133]
ads-list	[986, 138, 1163, 832]
ads-list	[414, 138, 591, 1301]
classified-ad: ΕΝΟΙΚΙΑΖΕΤΑΙ 3άρι στο Καρτερό. Τηλ. 229.708 (Ε946) 1-20	[986, 725, 1163, 748]
classified-ad: ΠΩΛΕΙΤΑΙ 2 ισόγεια διαμερίσματα ένα 90 τ.μ. κι ένα 40 τ.μ. προς 80.000 δρχ. το τ.μ. στο Μαστάμπα. Μποροκλή 5. Τηλ. 286189 ώρες εργασίας. Π-351 1-3	[32, 699, 210, 743]
column-6	[986, 138, 1163, 1229]
classified-ad: ΠΩΛΕΙΤΑΙ KAWASAKI 550 καινούργια. Πληρ. τηλ. 223.222 (Π-333) 1-6	[604, 1051, 782, 1074]
classified-ad: ΕΝΟΙΚΙΑΖΕΤΑΙ καλό καινούργιας κατασκευής ημιυπόγειο 120 τ.μ. με εσωτερικά διαμορφωμένο. Τηλ. 224172 Ε-47 1-3	[1176, 524, 1367, 569]
classified-ad: ΕΝΟΙΚΙΑΖΟΝΤΑΙ 2 ανεξάρτητα γραφεία σε πολυκατοικία έναντι Πανεπιστημίου. Τηλ. 251213 ώρες ή 9.30-730 μ.μ. Ε-55 1-2	[1176, 487, 1367, 520]
classified-ad: ΕΠΙΓΕΙΟΝ ΠΩΛΕΙΤΑΙ πλήρως Ρεστωραν-Μπαρ στην καλύτερη θέση του Ηρακλείου. Τηλ. 236.839 (Τ1168) 1-10	[604, 926, 782, 971]
column-divider	[407, 138, 408, 2270]
classified-ad: ΠΩΛΕΙΤΑΙ HONDA ACCORD 3/θυρο 1600 cc, 5 ταχύτητες, ζάντες αλουμινίου σε άριστη κατάσταση. (Μετρητοίς ή μικρές ευκολίες). Τιμή 1.450.000 δρχ. Τηλ. 233788 Π-355 1-2	[32, 486, 210, 542]
classified-ad: ΠΩΛΕΙΤΑΙ οικόπεδο 200τ.μ. άρτιο και οικοδομήσιμο με οικία 100τ.μ. σε καλή κατάσταση στο Πάρο, οδός Αγορακάρτερου 22 κοντά στην λεωφόρο Ικάρου. Πληρ. τηλ. 257.043-261.154 (Τ276) 1-10	[223, 638, 401, 706]
classified-ad: ΠΩΛΕΙΤΑΙ οικόπεδο 1800 τ.μ. εις θέση Σερσονήσων με πρόσοψη δρόμο προς Κρήτα-Μπητς και Νότια με πολλά Εθνική Οδό Ηρακλείου-Χανίων. Τηλ. 239178 από 8-10 μ.μ. Π-316 1-3	[223, 346, 401, 403]
classified-ad: ΠΩΛΕΙΤΑΙ στη θέση «Λαγκάδα» Στηλίας (ανατολικά του Μακρύ Γιαλού) έκταση 500 στρεμμάτων. Πληροφ. τηλ. 0842/91 (Π-861) 1-10	[414, 544, 591, 588]
classified-ad: ΠΩΛΕΙΤΑΙ Βιοτεχνία - Πλεκτοστ. Τηλ. 222.540 (Π-210) 1-6	[414, 1180, 591, 1202]
classified-ad: ΕΝΟΙΚΙΑΖΕΤΑΙ διαμέρισμα 100 τ.μ. 2ος όροφος 6 δωμάτια πλησίον Πανεπιστημίου. Τηλ. 281210 ώρες καταστήματος. Ε-52 1-2	[986, 676, 1163, 721]
classified-ad: Φιλόλογος Αρχαιολόγος παραδίδει μαθήματα σε μαθητές γυμνασίου-Λυκείου, Αρχαία-Νέα Ελλ., Ιστορία, Έκθεση και Μεταφράσεις. Τηλ. 287437. (Μ-266) 1-4	[1380, 574, 1572, 619]
classified-ad: ΠΩΛΕΙΤΑΙ κοπέλα για ρεσεψιόν. Τηλ. 286174. (Ζ915) 1-10	[795, 767, 973, 789]
classified-ad: ΠΩΛΕΙΤΑΙ ντουλάπα λόγω μετακόμισης σε καλή κατάσταση. Τηλ. 250680 (Τ-347) 1-4	[223, 456, 401, 490]
column-divider	[979, 138, 980, 1229]
classified-ad: ΠΩΛΕΙΤΑΙ FORD ESCORT 1.1, αυτοκίνητο 1982, 4 πορτες, εξαιρετική κατάσταση. Τιμή 800.000. Τηλ. 239625 ώρες 12.00-14.00 (Τ-343) 1-3	[223, 1335, 401, 1379]
brand-logo-left: ΠΑΤΡΙΣ	[32, 62, 220, 133]
monster-face-illustration	[1245, 1709, 1504, 2006]
column-1	[32, 138, 210, 2270]
classified-ad: ΠΩΛΕΙΤΑΙ o εξοπλισμός σουβλατζίδικου-τοστ. με εμπειρία καταστήματος. Πληρ. τηλ. 238741 1-1	[32, 990, 210, 1024]
classified-ad: ΕΝΟΙΚΙΑΖΕΤΑΙ μαγαζί 120 τ.μ. με πατάρι κατάλληλο για οποιαδήποτε χρήση εκτός μηχανουργείου στη Φορτέτσα. Τηλ. 281104 από 7 π.μ.-4 μ.μ. Ε-58 1-5	[1176, 176, 1367, 221]
classified-ad: ΠΩΛΕΙΤΑΙ στη Ν. Καλοκαιρινού Θεμιστοκλή επιχείρηση εξοπλισμένη με όλα τα απαραίτητα. Τηλ. 283472 (Π-79) 1-10	[604, 600, 782, 645]
page-number: ΣΕΛΙΔΑ 6	[19, 5, 92, 23]
classified-ad: ΖΗΤΕΙΤΑΙ σεισμογράφος ή τρόπος καφέ. Τηλ. 228.354 (Ζ667) 1-3	[795, 740, 973, 763]
classified-ad: ΕΝΟΙΚΙΑΖΕΤΑΙ 40άρι δίπλα στου Γεργιανού στον α' όροφο. Τηλ. 237822 από 2-6 μ.μ. Ε-43 1-2	[986, 403, 1163, 437]
classified-ad: ΠΩΛΕΙΤΑΙ 3 λύφυτα με συνολικό εμβαδόν 6.000 μέτρα. Τηλ. 230.5069 (Π-215) 1-6	[604, 562, 782, 596]
classified-ad: ΠΩΛΕΙΤΑΙ οικόπεδο στο Πισκοπιανό 1766 τ.μ. εντός οικισμού. Τηλ. 0897/23157 Π-322 1-3	[32, 1301, 210, 1334]
classified-ad: ΠΩΛΕΙΤΑΙ μηχανή XT 400 YAMAHA 250.000 δρχ. Τηλ. 0834/71273 πρωινές εργάσιμες ώρες. Π-352 1-2	[32, 645, 210, 679]
classified-ad: ΠΩΛΕΙΤΑΙ μηχανή 125 CAGIVA ισοδύναμο 1986 τιμή 135.000 δρχ. σε πολύ καλή κατάσταση. Τηλ. 791345 από 5-7 μ.μ. Π-323 1-3	[32, 1251, 210, 1297]
classified-ad: ΠΩΛΕΙΤΑΙ οικοπεδάκι 1.000 τ.μ. με 15.000 τ.μ. στη θέση «Γαβράχου» Τρεις Βαλαδες και σε απόσταση μόλις 150 μέτρων από τον εθνικό δρόμο Ηρακλείου-Χανίων. Τηλ. 241038 και 231837. Π-346 1-6	[32, 918, 210, 986]
classified-ad: ΠΩΛΕΙΤΑΙ AUTOBIANCHI σε πολύ καλή κατάσταση. Τηλ. 243202 ώρες γραφείου. Π-313 1-4	[604, 304, 782, 338]
classified-ad: ΕΝΟΙΚΙΑΖΕΤΑΙ διαμέρισμα επιπλωμένο με χρήση κουζίνας και λουτρού για σοβαρό άτομο. Α. Κνωσού 28. Τηλ. 231.586 Τρία Πεύκα. Ε-65 1-2	[986, 191, 1163, 236]
classified-ad: ΠΩΛΕΙΤΑΙ VW κλούβα υδρόψυκτη '85 μοντέλο, περασμένο από ΚΤΕΟ σε άριστη κατάσταση με λίγα χιλιόμετρα. Δεκτός κάθε έλεγχος. Τηλ. 257980 3-5 Π-357 1-5	[32, 331, 210, 387]
classified-ad: ΠΩΛΕΙΤΑΙ γωνιακό. Τηλ. 238941 Π-328 1-6	[32, 1115, 210, 1138]
classified-ad: Η διαφημιστική εταιρεία ΠΡΟΒΟΛΗ ΖΗΤΟΥΝΤΑΙ και βοηθό λογιστή και αγγελιοφόρο. Τηλ. 287.152 (Ζ871) 1-25	[795, 600, 973, 633]
classified-ad: ΖΗΤΕΙΤΑΙ οικιακή βοηθός περιστασιακά. Τηλ. 230.629 - 235.863 (Ζ911) 1-2	[795, 562, 973, 596]
classified-ad: ΕΠΙΣΚΕΥΑΖΟΜΕ ΣΤΟ ΣΠΙΤΙ ΣΑΣ Τηλεοράσεις-ΒΙΝΤΕΟ-Ραδιομαγνητόφωνα-Πικάπ Στέρεο και αλλά. Τοποθέτηση κεραιών TV. Τηλ. 253.745 (Δ-) 1-10	[1380, 354, 1572, 399]
classified-ad: ΕΝΟΙΚΙΑΖΕΤΑΙ διαμέρισμα 50 τ.μ. Τηλ. 241645, 224173. Ε-39 1-4	[1380, 165, 1572, 187]
classified-ad: ΠΩΛΕΙΤΑΙ TELEX υπερσύγχρονο τύπου Siemens 1200 SD με οθόνη, σέτο, ηλεκτρονική με αριθμό κλήσεως συνδεδεμένο στο τηλετυπικό κέντρο Ηρακλείου. Πληρ. τηλ. 228.082 - 228.695 - 256.477 (Τ270) 1-10	[223, 237, 401, 304]
classified-ad: ΑΝΟΙΞΕ ΚΑΙ ΛΕΙΤΟΥΡΓΕΙ Έκθεσις Ειδών Λαϊκής Τέχνης Φυλακισμένων. Ένα ξεχωριστό δώρο για σας ή για φίλους, δουλεμένο με υπομονή και μεράκι. Αγίου Φανουρίου 27 (κατά μέτρα μετά την Γέφυρα Κατασαμπά) 1-15	[1380, 282, 1572, 350]
classified-ad: ΕΝΟΙΚΙΑΖΕΤΑΙ τρία δωμάτια στην οδό Ζωμιάκου Μελιδάκι 19. Τηλ. 284.091 (Ε736) 1-10	[1380, 191, 1572, 225]
classified-ad: ΑΠΟ ΕΤΑΙΡΙΑ ΔΙΑΝΟΜΗΣ ΤΡΟΦΙΜΩΝ ΖΗΤΟΥΝΤΑΙ Νέοι, δραστήριοι απόφοιτοι Γυμνασίου Λυκείου με δίπλωμα οδηγήσεως Γ' Κατηγορίας για θέσεις πωλητών και οδηγών. Πληροφ. τηλ. 251633-251628	[986, 479, 1163, 547]
classified-ad: ΓΚΑΡΣΟΝΙΕΡΑ στη Χανιόπορτα ΕΝΟΙΚΙΑΖΕΤΑΙ επιπλωμένη με κήπο. Θερμότητα 32 ΤΑΛΩΣ κ. Χαιτάκη. Τηλ. 257.987 1-3	[1176, 574, 1367, 619]
classified-ad: ΖΗΤΟΥΝΤΑΙ υδραυλικοί τεχνίτες και βοηθοί Αγίου Καμπάνη 62 Μαρτύρων αρ. 63. Τηλ. 256122. (Ζ-864) 1-8	[986, 138, 1163, 172]
column-5	[795, 138, 973, 1229]
classified-ad: ΕΥΚΑΙΡΙΕΣ	[32, 683, 83, 694]
